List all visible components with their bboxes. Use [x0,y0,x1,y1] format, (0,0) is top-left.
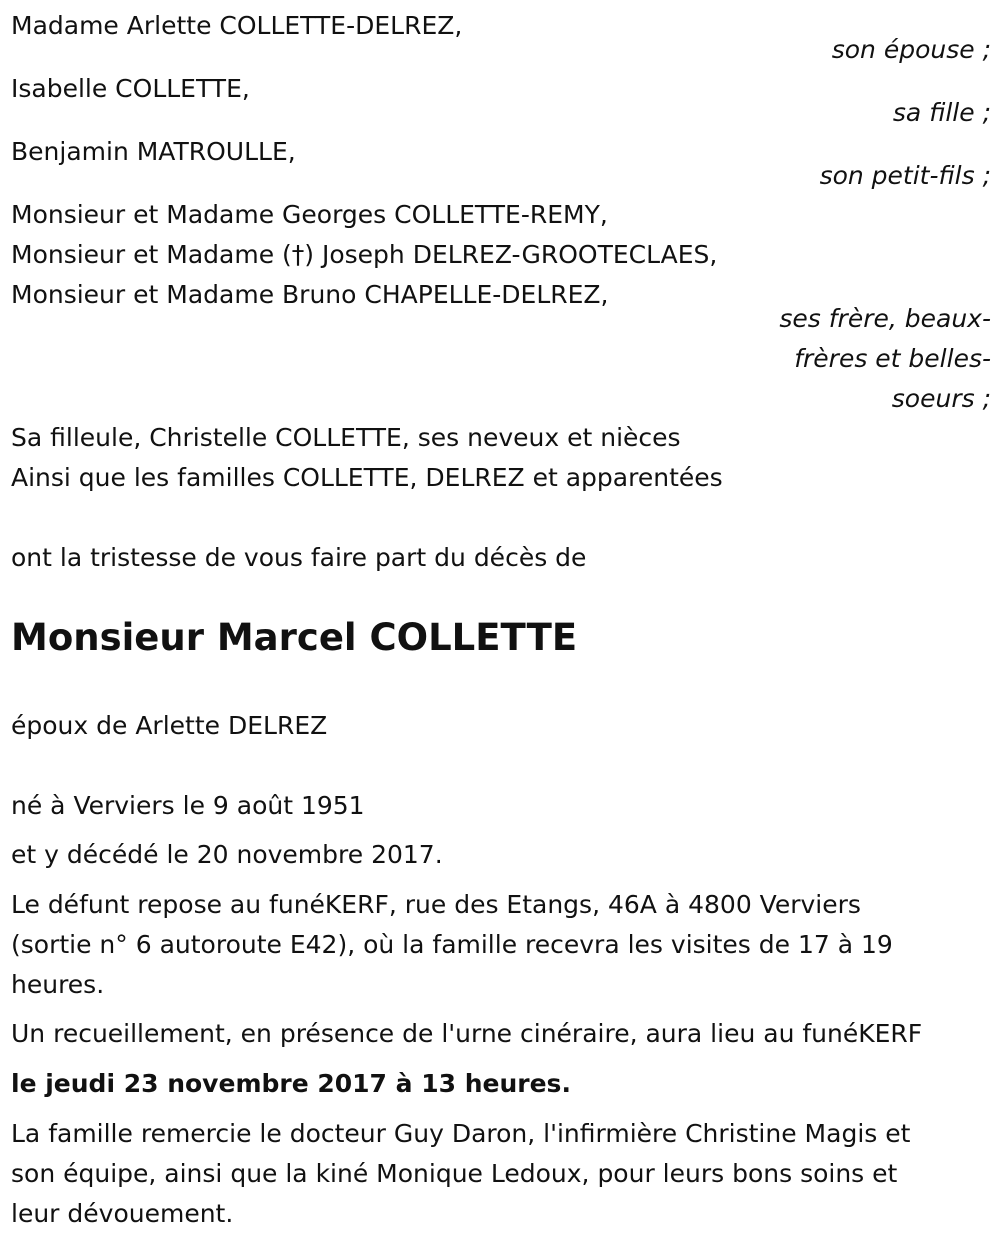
ceremony-line: Un recueillement, en présence de l'urne cinéraire, aura lieu au funéKERF [11,1019,923,1048]
others-line-1: Sa filleule, Christelle COLLETTE, ses neveux et nièces [11,423,681,452]
sibling-relation-line-1: ses frère, beaux- [779,304,991,333]
family-name-grandson: Benjamin MATROULLE, [11,137,296,166]
family-relation-daughter: sa fille ; [892,98,991,127]
others-line-2: Ainsi que les familles COLLETTE, DELREZ et apparentées [11,463,723,492]
ceremony-date: le jeudi 23 novembre 2017 à 13 heures. [11,1069,571,1098]
sibling-line-3: Monsieur et Madame Bruno CHAPELLE-DELREZ, [11,280,609,309]
rest-line-3: heures. [11,970,105,999]
announcement: ont la tristesse de vous faire part du décès de [11,543,587,572]
death-line: et y décédé le 20 novembre 2017. [11,840,443,869]
sibling-relation-line-3: soeurs ; [891,384,991,413]
birth-line: né à Verviers le 9 août 1951 [11,791,365,820]
family-relation-wife: son épouse ; [831,35,991,64]
thanks-line-3: leur dévouement. [11,1199,234,1228]
sibling-line-1: Monsieur et Madame Georges COLLETTE-REMY, [11,200,608,229]
family-relation-grandson: son petit-fils ; [819,161,991,190]
thanks-line-1: La famille remercie le docteur Guy Daron, l'infirmière Christine Magis et [11,1119,911,1148]
spouse-line: époux de Arlette DELREZ [11,711,328,740]
rest-line-2: (sortie n° 6 autoroute E42), où la famille recevra les visites de 17 à 19 [11,930,893,959]
sibling-line-2: Monsieur et Madame (†) Joseph DELREZ-GROOTECLAES, [11,240,718,269]
family-name-daughter: Isabelle COLLETTE, [11,74,250,103]
deceased-name: Monsieur Marcel COLLETTE [11,616,578,659]
rest-line-1: Le défunt repose au funéKERF, rue des Etangs, 46A à 4800 Verviers [11,890,861,919]
family-name-wife: Madame Arlette COLLETTE-DELREZ, [11,11,463,40]
thanks-line-2: son équipe, ainsi que la kiné Monique Ledoux, pour leurs bons soins et [11,1159,898,1188]
sibling-relation-line-2: frères et belles- [794,344,991,373]
